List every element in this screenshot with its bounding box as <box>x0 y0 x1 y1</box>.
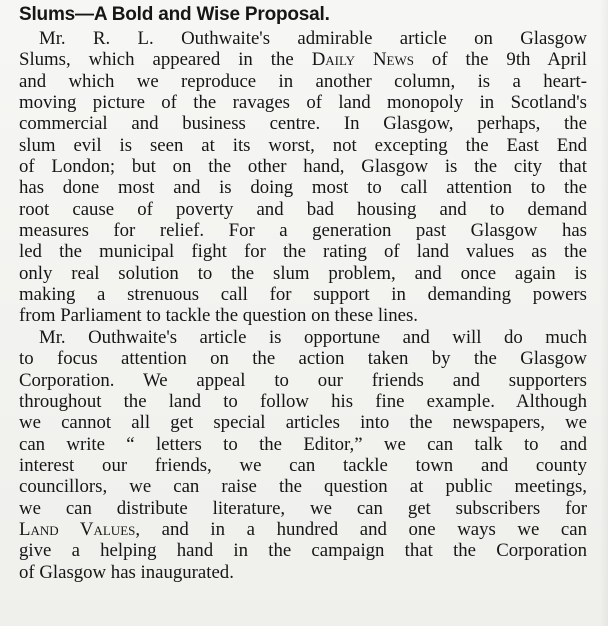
text-line: of Glasgow has inaugurated. <box>19 561 234 583</box>
text-line: has done most and is doing most to call attention to the <box>19 177 587 199</box>
text-line: commercial and business centre. In Glasgow, perhaps, the <box>19 113 587 135</box>
text-line: led the municipal fight for the rating of land values as the <box>19 241 587 263</box>
text-line <box>19 49 587 70</box>
text-line: slum evil is seen at its worst, not excepting the East End <box>19 134 587 156</box>
text-line: Mr. Outhwaite's article is opportune and will do much <box>39 326 587 348</box>
text-line: from Parliament to tackle the question on these lines. <box>19 305 419 327</box>
text-line: we cannot all get special articles into the newspapers, we <box>19 412 587 434</box>
article-column <box>19 2 587 583</box>
text-line: only real solution to the slum problem, and once again is <box>19 262 587 284</box>
text-line: Corporation. We appeal to our friends and supporters <box>19 369 587 391</box>
text-run: Slums, which appeared in the <box>19 49 312 71</box>
text-line: of London; but on the other hand, Glasgow is the city that <box>19 156 587 178</box>
text-line: throughout the land to follow his fine example. Although <box>19 390 587 412</box>
article-paragraph-2 <box>19 327 587 583</box>
page-edge-shadow <box>600 0 608 626</box>
newspaper-name: Daily News <box>311 49 414 71</box>
article-paragraph-1 <box>19 28 587 327</box>
text-line: and which we reproduce in another column, is a heart- <box>19 70 587 92</box>
text-line: measures for relief. For a generation past Glasgow has <box>19 220 587 242</box>
text-line: can write “ letters to the Editor,” we can talk to and <box>19 433 587 455</box>
text-run: of the 9th April <box>413 49 587 71</box>
text-line: interest our friends, we can tackle town and county <box>19 454 587 476</box>
text-run: , and in a hundred and one ways we can <box>135 518 587 540</box>
text-line: councillors, we can raise the question at public meetings, <box>19 476 587 498</box>
text-line: moving picture of the ravages of land monopoly in Scotland's <box>19 92 587 114</box>
text-line: give a helping hand in the campaign that the Corporation <box>19 540 587 562</box>
text-line: Mr. R. L. Outhwaite's admirable article on Glasgow <box>39 28 587 49</box>
publication-name: Land Values <box>19 518 136 540</box>
text-line: root cause of poverty and bad housing and to demand <box>19 198 587 220</box>
text-line <box>19 519 587 540</box>
article-title: Slums—A Bold and Wise Proposal. <box>19 4 330 25</box>
text-line: to focus attention on the action taken by the Glasgow <box>19 348 587 370</box>
text-line: we can distribute literature, we can get subscribers for <box>19 497 587 519</box>
text-line: making a strenuous call for support in demanding powers <box>19 284 587 306</box>
